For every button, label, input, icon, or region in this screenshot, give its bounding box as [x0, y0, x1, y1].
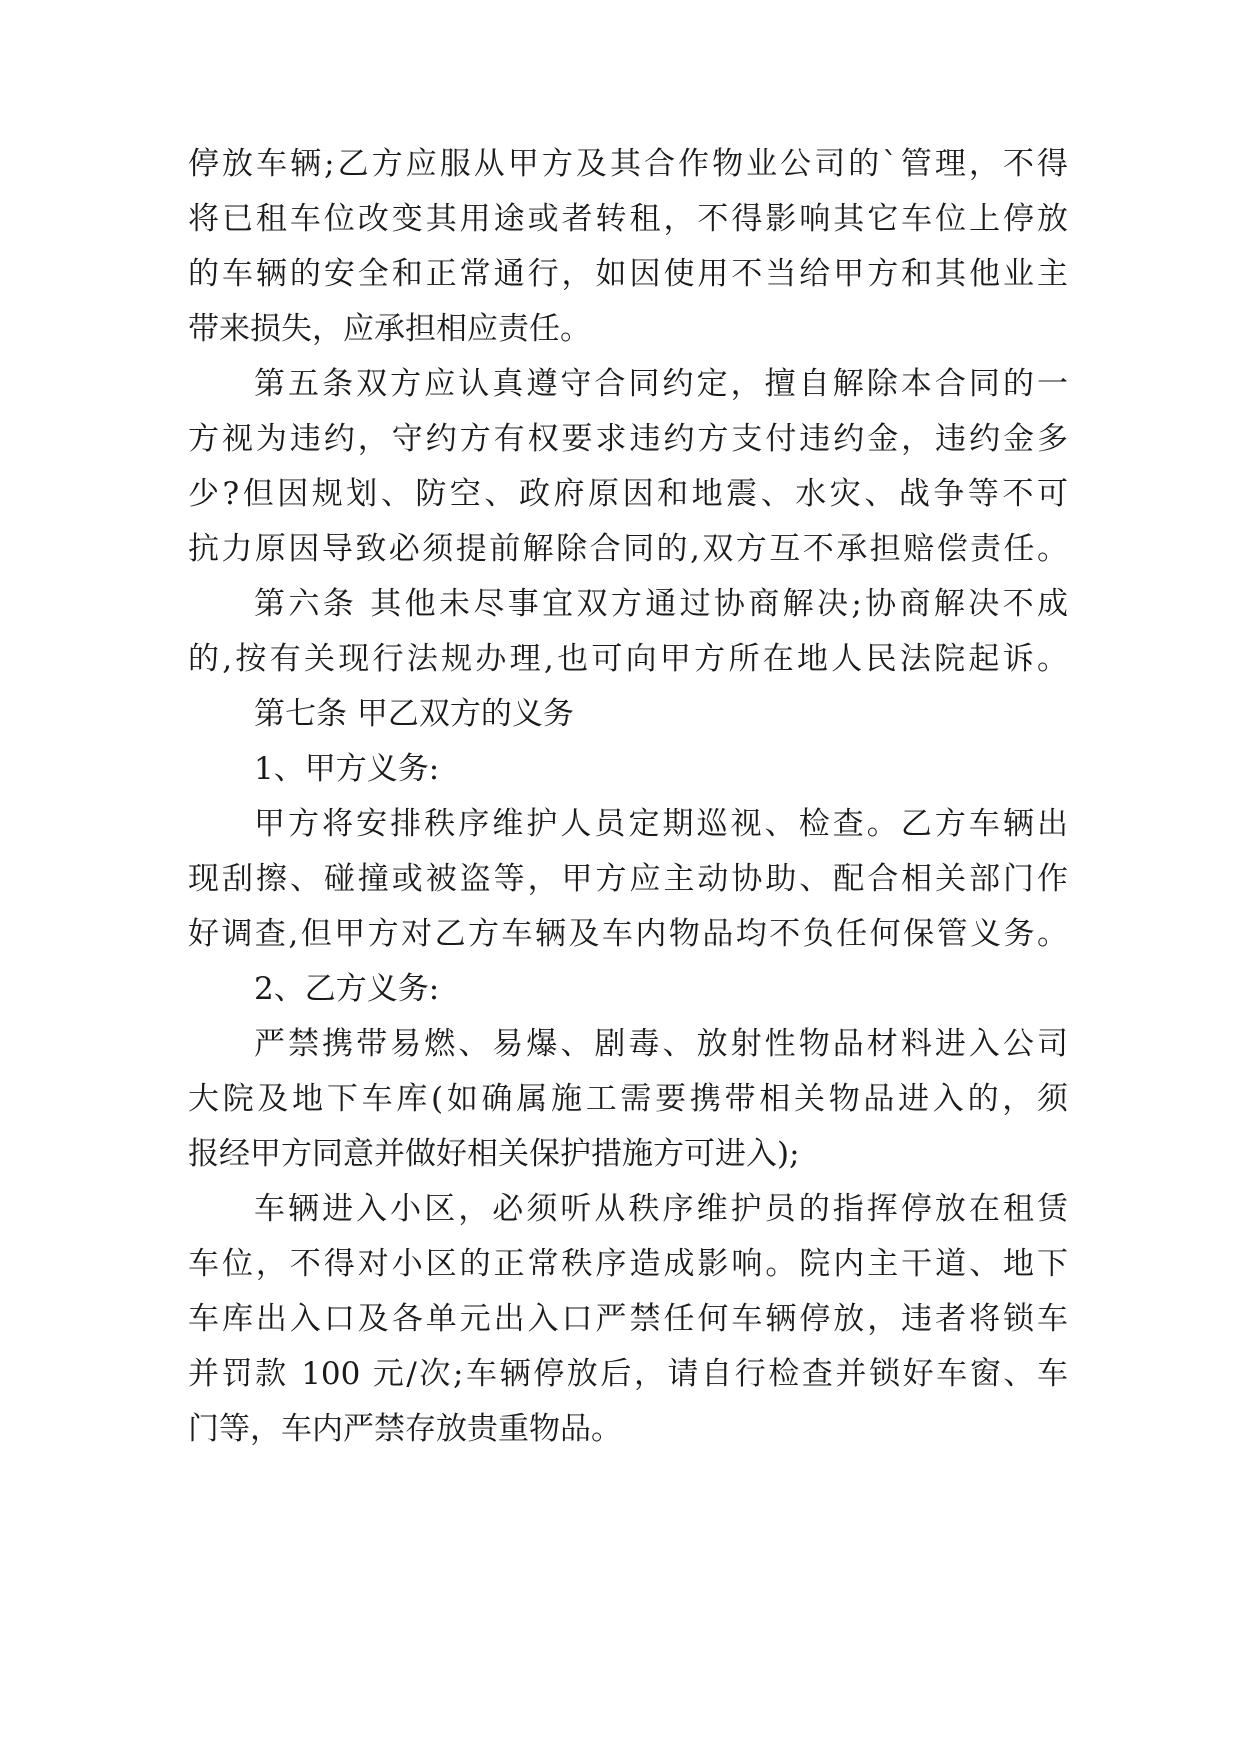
text-line: 方视为违约，守约方有权要求违约方支付违约金，违约金多 — [188, 421, 1068, 457]
section-heading: 第七条 甲乙双方的义务 — [254, 696, 574, 732]
text-line: 停放车辆;乙方应服从甲方及其合作物业公司的`管理，不得 — [188, 146, 1068, 182]
text-line: 抗力原因导致必须提前解除合同的,双方互不承担赔偿责任。 — [188, 531, 1068, 567]
text-line: 车位，不得对小区的正常秩序造成影响。院内主干道、地下 — [188, 1246, 1068, 1282]
text-line: 第五条双方应认真遵守合同约定，擅自解除本合同的一 — [254, 366, 1068, 402]
text-line: 将已租车位改变其用途或者转租，不得影响其它车位上停放 — [188, 201, 1068, 237]
text-line: 的,按有关现行法规办理,也可向甲方所在地人民法院起诉。 — [188, 641, 1068, 677]
text-line: 报经甲方同意并做好相关保护措施方可进入); — [188, 1136, 800, 1172]
text-line: 严禁携带易燃、易爆、剧毒、放射性物品材料进入公司 — [254, 1026, 1068, 1062]
subsection-heading: 2、乙方义务: — [254, 971, 440, 1007]
text-line: 现刮擦、碰撞或被盗等，甲方应主动协助、配合相关部门作 — [188, 861, 1068, 897]
text-line: 大院及地下车库(如确属施工需要携带相关物品进入的，须 — [188, 1081, 1068, 1117]
subsection-heading: 1、甲方义务: — [254, 751, 440, 787]
text-line: 甲方将安排秩序维护人员定期巡视、检查。乙方车辆出 — [254, 806, 1068, 842]
text-line: 的车辆的安全和正常通行，如因使用不当给甲方和其他业主 — [188, 256, 1068, 292]
text-line: 好调查,但甲方对乙方车辆及车内物品均不负任何保管义务。 — [188, 916, 1068, 952]
text-line: 带来损失，应承担相应责任。 — [188, 311, 591, 347]
text-line: 门等，车内严禁存放贵重物品。 — [188, 1411, 622, 1447]
text-line: 车辆进入小区，必须听从秩序维护员的指挥停放在租赁 — [254, 1191, 1068, 1227]
text-line: 并罚款 100 元/次;车辆停放后，请自行检查并锁好车窗、车 — [188, 1356, 1068, 1392]
text-line: 车库出入口及各单元出入口严禁任何车辆停放，违者将锁车 — [188, 1301, 1068, 1337]
text-line: 第六条 其他未尽事宜双方通过协商解决;协商解决不成 — [254, 586, 1068, 622]
text-line: 少?但因规划、防空、政府原因和地震、水灾、战争等不可 — [188, 476, 1068, 512]
